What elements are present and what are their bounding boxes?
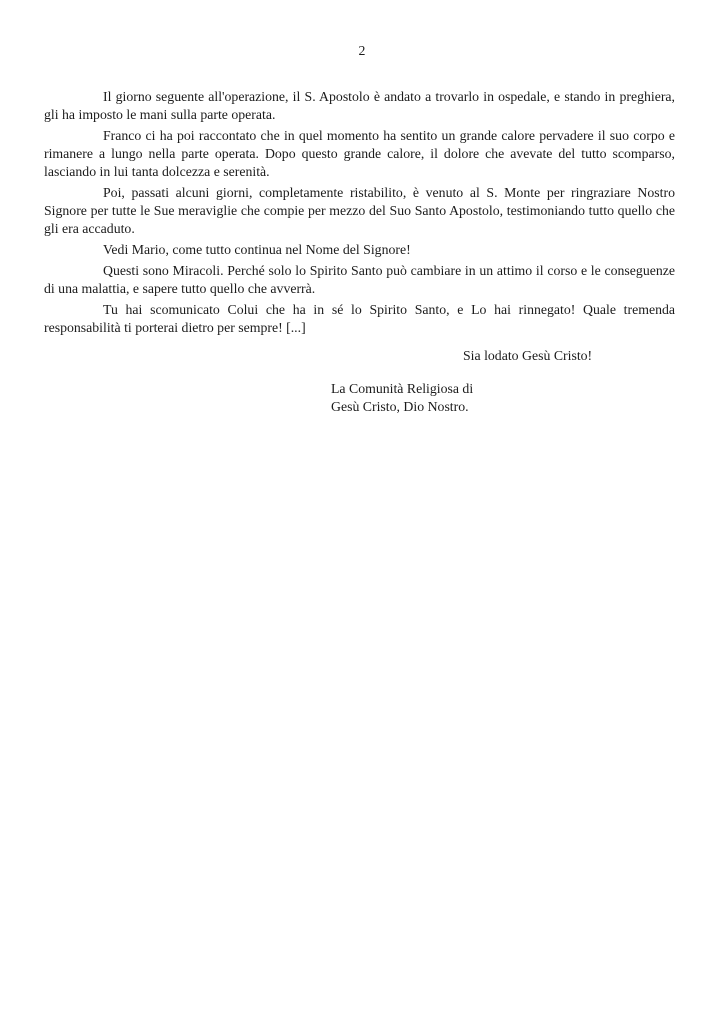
- body-paragraph: Tu hai scomunicato Colui che ha in sé lo Spirito Santo, e Lo hai rinnegato! Quale tremenda responsabilità ti porterai dietro per sempre! [...]: [44, 302, 675, 335]
- body-paragraph: Questi sono Miracoli. Perché solo lo Spirito Santo può cambiare in un attimo il corso e le conseguenze di una malattia, e sapere tutto quello che avverrà.: [44, 263, 675, 296]
- body-paragraph: Franco ci ha poi raccontato che in quel momento ha sentito un grande calore pervadere il suo corpo e rimanere a lungo nella parte operata. Dopo questo grande calore, il dolore che avevate del tutto scomparso, lasciando in lui tanta dolcezza e serenità.: [44, 128, 675, 179]
- body-paragraph: Il giorno seguente all'operazione, il S. Apostolo è andato a trovarlo in ospedale, e stando in preghiera, gli ha imposto le mani sulla parte operata.: [44, 89, 675, 122]
- signature-block: [331, 380, 724, 416]
- closing-salutation: Sia lodato Gesù Cristo!: [463, 348, 593, 363]
- signature-line: Gesù Cristo, Dio Nostro.: [331, 399, 469, 414]
- body-paragraph: Vedi Mario, come tutto continua nel Nome del Signore!: [103, 242, 411, 257]
- document-body: [44, 88, 675, 337]
- signature-line: La Comunità Religiosa di: [331, 381, 474, 396]
- page-number: 2: [358, 43, 366, 58]
- body-paragraph: Poi, passati alcuni giorni, completamente ristabilito, è venuto al S. Monte per ringraziare Nostro Signore per tutte le Sue meraviglie che compie per mezzo del Suo Santo Apostolo, testimoniando tutto quello che gli era accaduto.: [44, 185, 675, 236]
